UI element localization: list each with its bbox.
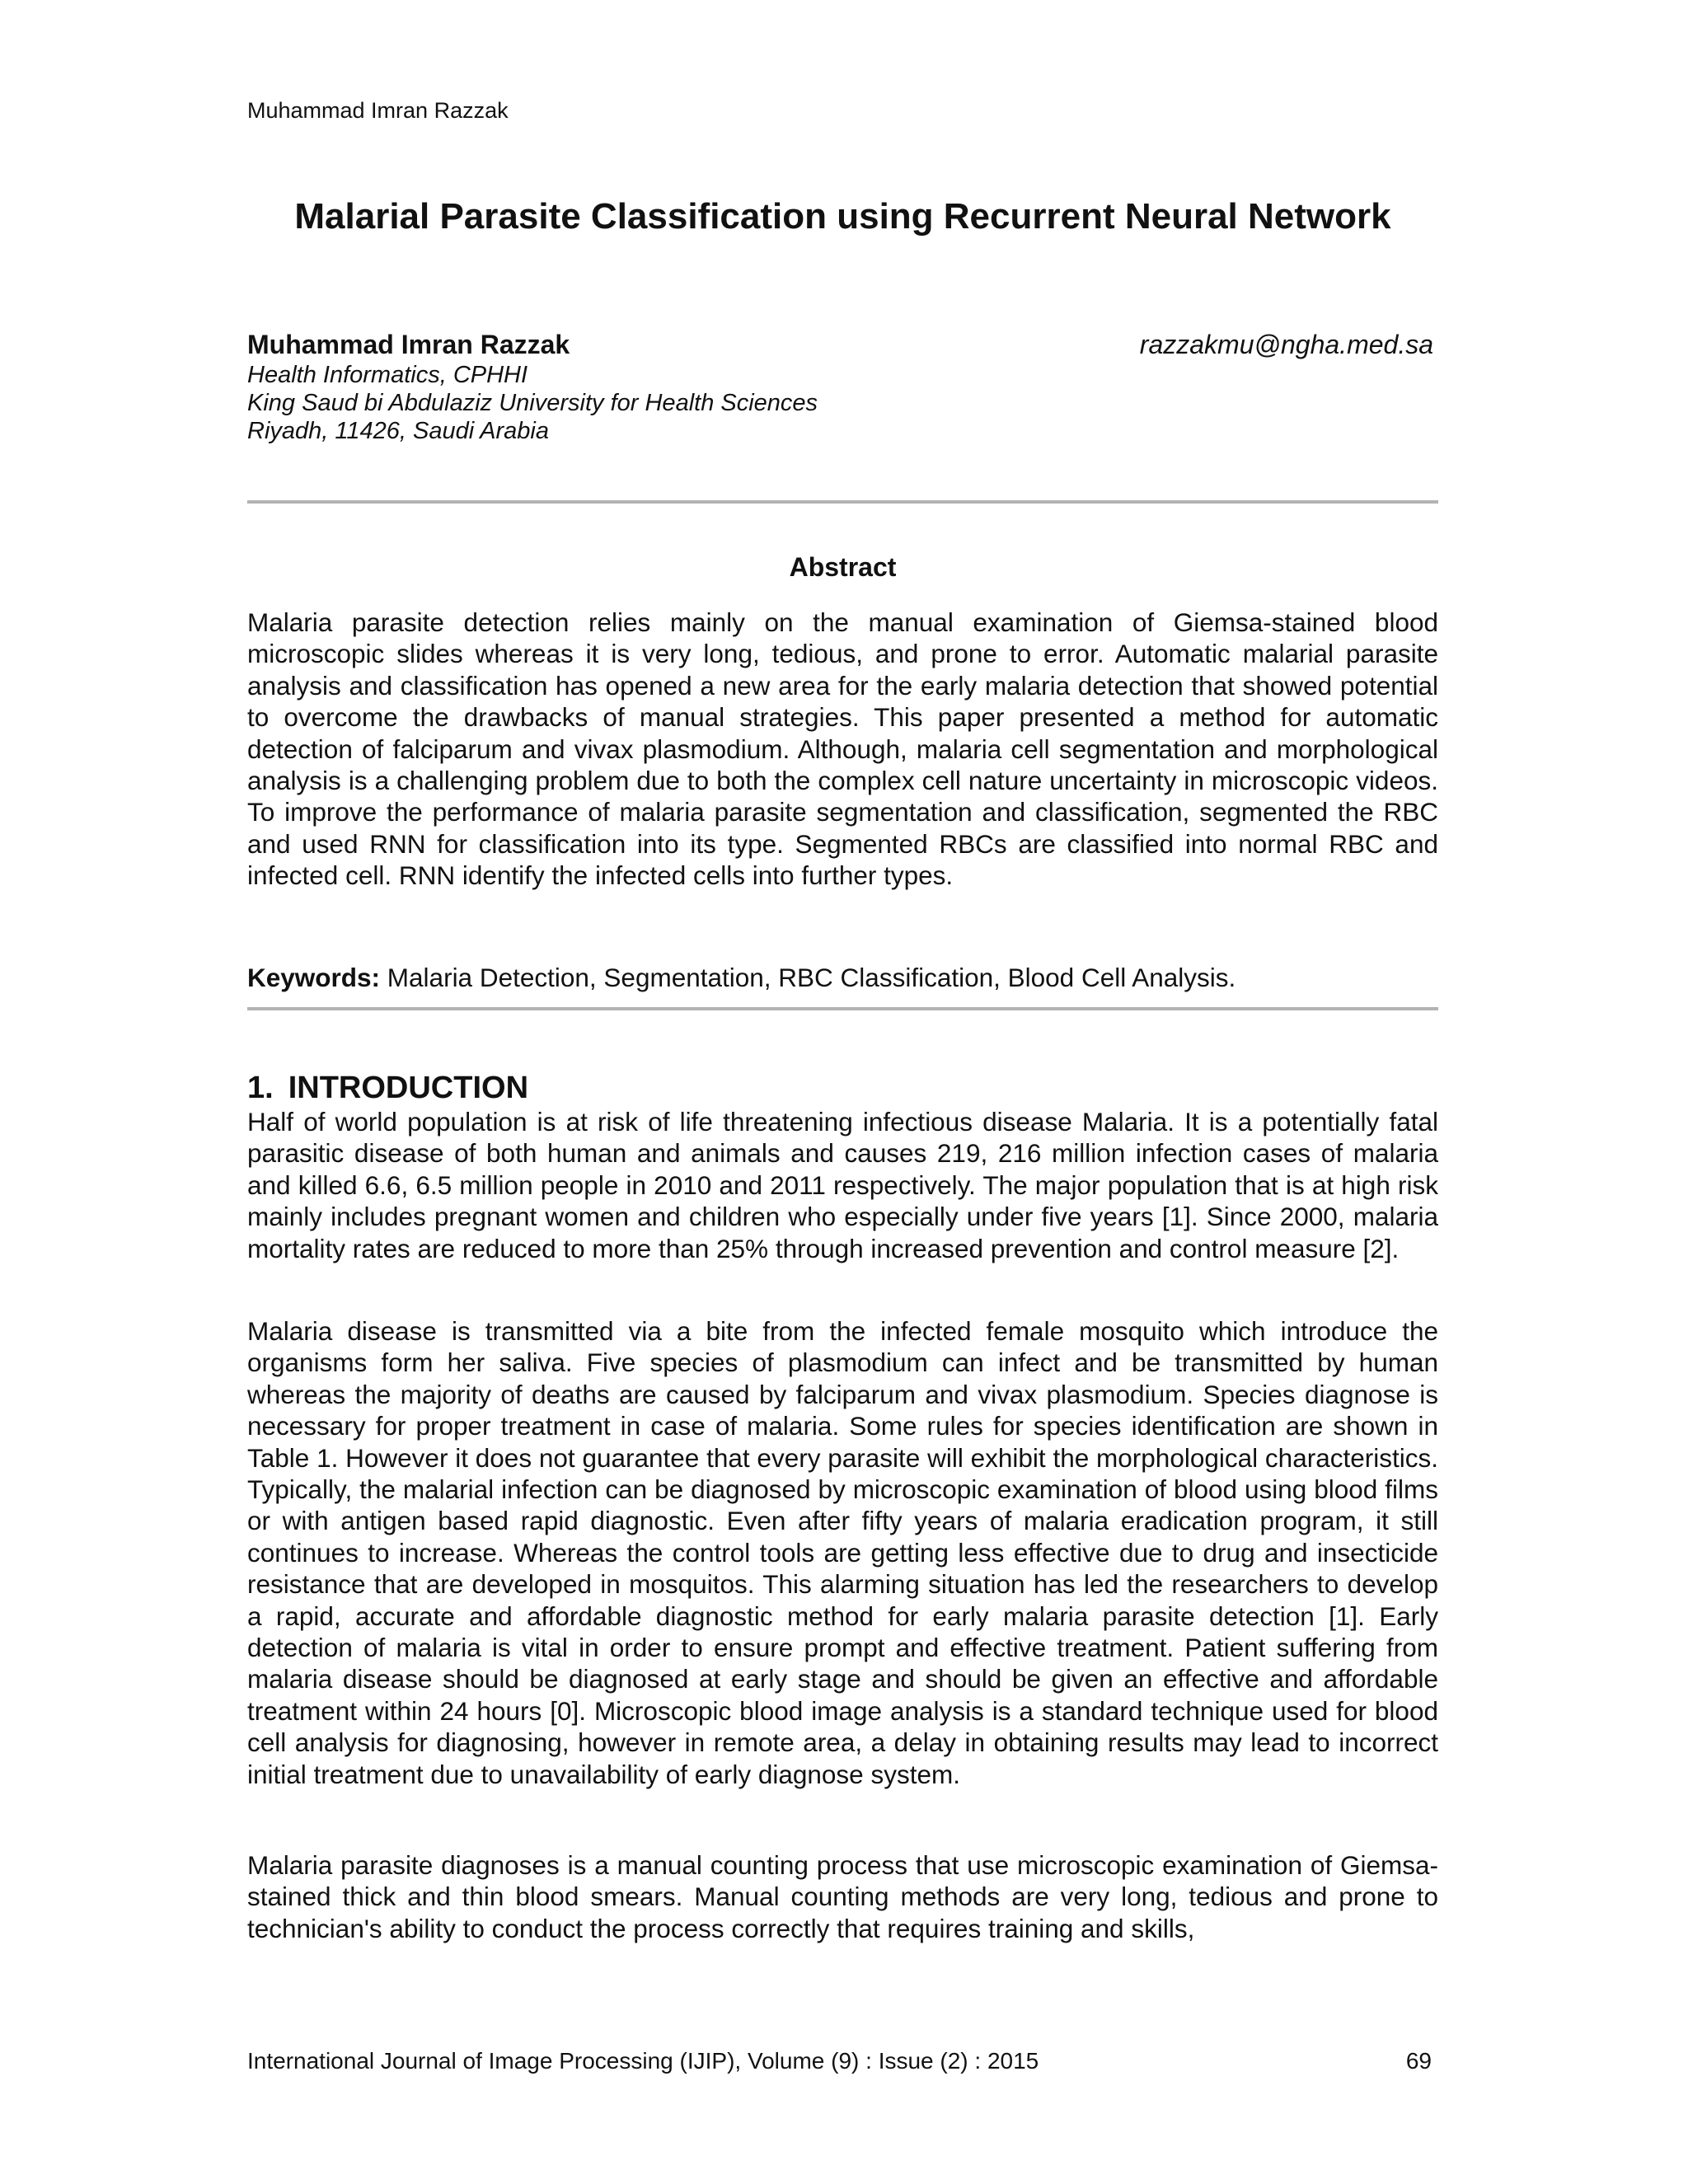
section-heading <box>247 1070 528 1106</box>
bottom-divider <box>247 1007 1438 1010</box>
abstract-text: Malaria parasite detection relies mainly on the manual examination of Giemsa-stained blood microscopic slides whereas it is very long, tedious, and prone to error. Automatic malarial parasite analysis and classification has opened a new area for the early malaria detection that showed potential to overcome the drawbacks of manual strategies. This paper presented a method for automatic detection of falciparum and vivax plasmodium. Although, malaria cell segmentation and morphological analysis is a challenging problem due to both the complex cell nature uncertainty in microscopic videos. To improve the performance of malaria parasite segmentation and classification, segmented the RBC and used RNN for classification into its type. Segmented RBCs are classified into normal RBC and infected cell. RNN identify the infected cells into further types. <box>247 607 1438 891</box>
intro-paragraph: Malaria parasite diagnoses is a manual counting process that use microscopic examination of Giemsa-stained thick and thin blood smears. Manual counting methods are very long, tedious and prone to technician's ability to conduct the process correctly that requires training and skills, <box>247 1850 1438 1943</box>
paper-title: Malarial Parasite Classification using Recurrent Neural Network <box>294 196 1391 237</box>
keywords-label: Keywords: <box>247 963 381 992</box>
keywords-text: Malaria Detection, Segmentation, RBC Classification, Blood Cell Analysis. <box>380 963 1236 992</box>
affiliation-line: King Saud bi Abdulaziz University for Health Sciences <box>247 390 818 416</box>
author-block <box>247 328 1438 445</box>
author-email: razzakmu@ngha.med.sa <box>1139 330 1433 359</box>
paper-page <box>247 0 1438 2184</box>
intro-paragraph: Half of world population is at risk of life threatening infectious disease Malaria. It is a potentially fatal parasitic disease of both human and animals and causes 219, 216 million infection cases of malaria and killed 6.6, 6.5 million people in 2010 and 2011 respectively. The major population that is at high risk mainly includes pregnant women and children who especially under five years [1]. Since 2000, malaria mortality rates are reduced to more than 25% through increased prevention and control measure [2]. <box>247 1107 1438 1263</box>
keywords-line <box>247 961 1438 994</box>
section-title: INTRODUCTION <box>288 1071 529 1105</box>
intro-paragraph: Malaria disease is transmitted via a bite from the infected female mosquito which introduce the organisms form her saliva. Five species of plasmodium can infect and be transmitted by human whereas the majority of deaths are caused by falciparum and vivax plasmodium. Species diagnose is necessary for proper treatment in case of malaria. Some rules for species identification are shown in Table 1. However it does not guarantee that every parasite will exhibit the morphological characteristics. Typically, the malarial infection can be diagnosed by microscopic examination of blood using blood films or with antigen based rapid diagnostic. Even after fifty years of malaria eradication program, it still continues to increase. Whereas the control tools are getting less effective due to drug and insecticide resistance that are developed in mosquitos. This alarming situation has led the researchers to develop a rapid, accurate and affordable diagnostic method for early malaria parasite detection [1]. Early detection of malaria is vital in order to ensure prompt and effective treatment. Patient suffering from malaria disease should be diagnosed at early stage and should be given an effective and affordable treatment within 24 hours [0]. Microscopic blood image analysis is a standard technique used for blood cell analysis for diagnosing, however in remote area, a delay in obtaining results may lead to incorrect initial treatment due to unavailability of early diagnose system. <box>247 1316 1438 1789</box>
section-number: 1. <box>247 1071 274 1105</box>
author-name: Muhammad Imran Razzak <box>247 330 570 359</box>
affiliation-line: Riyadh, 11426, Saudi Arabia <box>247 418 549 444</box>
running-header: Muhammad Imran Razzak <box>247 98 509 123</box>
affiliation-line: Health Informatics, CPHHI <box>247 362 528 388</box>
top-divider <box>247 500 1438 504</box>
footer-page-number: 69 <box>1405 2048 1432 2074</box>
footer-journal: International Journal of Image Processing (IJIP), Volume (9) : Issue (2) : 2015 <box>247 2048 1039 2074</box>
abstract-heading: Abstract <box>789 552 897 582</box>
